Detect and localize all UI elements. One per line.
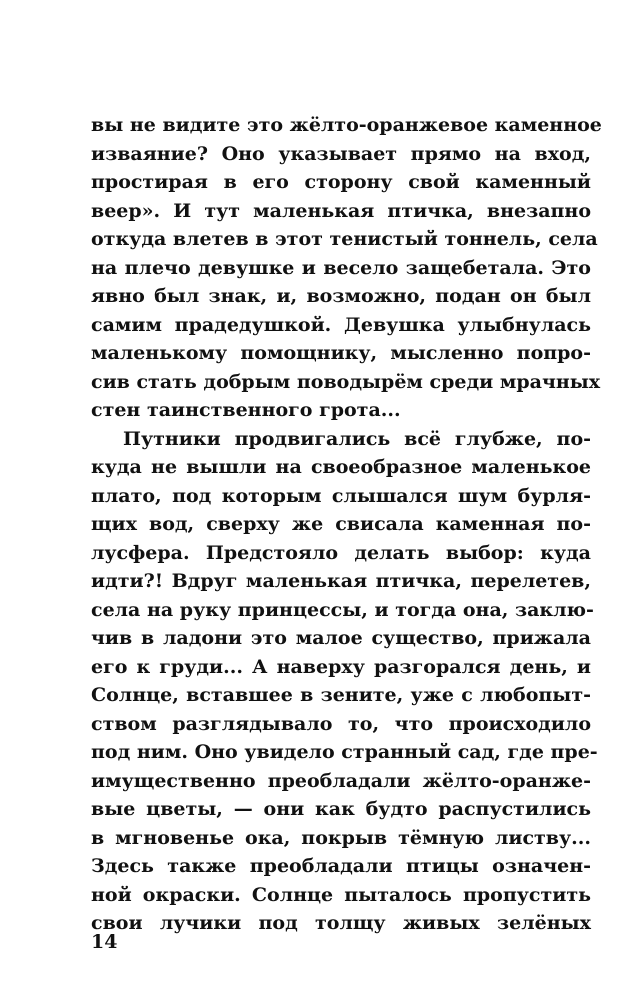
text-line: сив стать добрым поводырём среди мрачных	[91, 370, 601, 393]
text-line: простирая в его сторону свой каменный	[91, 171, 591, 193]
text-line: ной окраски. Солнце пыталось пропустить	[91, 883, 591, 906]
text-line: ством разглядывало то, что происходило	[91, 712, 591, 735]
text-line: имущественно преобладали жёлто-оранже-	[91, 769, 591, 792]
text-line: самим прадедушкой. Девушка улыбнулась	[91, 313, 591, 336]
text-line: в мгновенье ока, покрыв тёмную листву...	[91, 826, 591, 849]
text-line: на плечо девушке и весело защебетала. Это	[91, 256, 591, 279]
text-line: вы не видите это жёлто-оранжевое каменное	[91, 114, 602, 136]
text-line: плато, под которым слышался шум бурля-	[91, 484, 591, 507]
text-line: куда не вышли на своеобразное маленькое	[91, 456, 591, 478]
text-line: вые цветы, — они как будто распустились	[91, 798, 591, 820]
text-line: откуда влетев в этот тенистый тоннель, села	[91, 228, 598, 250]
text-line: щих вод, сверху же свисала каменная по-	[91, 513, 591, 535]
text-line: чив в ладони это малое существо, прижала	[91, 627, 591, 649]
page-number: 14	[91, 931, 118, 953]
text-line: маленькому помощнику, мысленно попро-	[91, 342, 591, 364]
text-line: идти?! Вдруг маленькая птичка, перелетев,	[91, 570, 591, 592]
paragraph-start-line: Путники продвигались всё глубже, по-	[123, 427, 591, 450]
text-line: Здесь также преобладали птицы означен-	[91, 855, 591, 877]
text-line: села на руку принцессы, и тогда она, заклю-	[91, 598, 594, 621]
text-line: изваяние? Оно указывает прямо на вход,	[91, 142, 591, 165]
text-line: свои лучики под толщу живых зелёных	[91, 912, 591, 934]
text-line: его к груди... А наверху разгорался день, и	[91, 655, 591, 678]
text-line: лусфера. Предстояло делать выбор: куда	[91, 541, 591, 564]
text-line: Солнце, вставшее в зените, уже с любопыт-	[91, 684, 591, 706]
text-line: веер». И тут маленькая птичка, внезапно	[91, 199, 591, 222]
paragraph-end-line: стен таинственного грота...	[91, 399, 401, 421]
text-line: явно был знак, и, возможно, подан он был	[91, 285, 591, 307]
text-line: под ним. Оно увидело странный сад, где пре-	[91, 741, 598, 763]
body-text	[91, 111, 602, 938]
